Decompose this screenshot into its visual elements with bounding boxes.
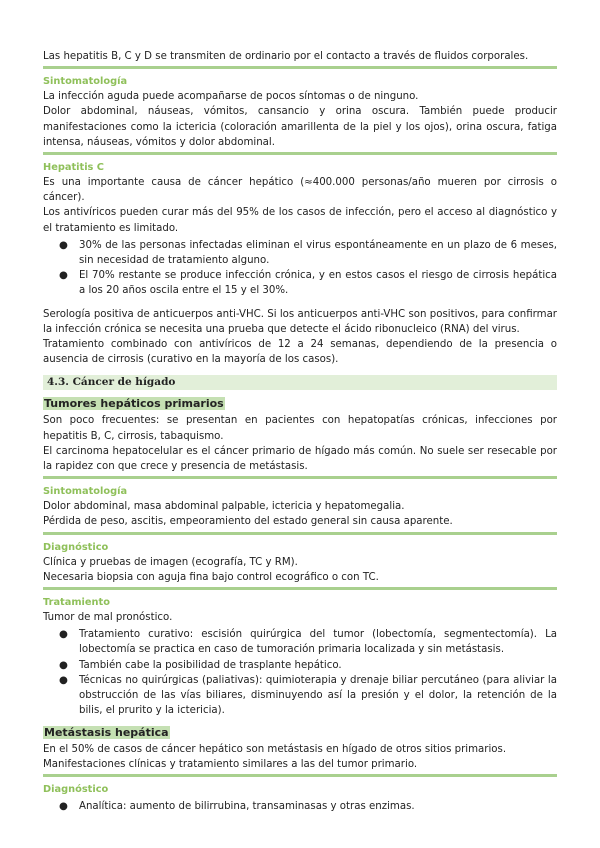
divider [43, 476, 557, 479]
paragraph: En el 50% de casos de cáncer hepático son metástasis en hígado de otros sitios primarios. [43, 743, 507, 755]
paragraph: Son poco frecuentes: se presentan en pacientes con hepatopatías crónicas, infecciones por hepatitis B, C, cirrosis, tabaquismo. [43, 415, 557, 442]
section-heading: 4.3. Cáncer de hígado [43, 375, 557, 390]
paragraph: Pérdida de peso, ascitis, empeoramiento del estado general sin causa aparente. [43, 516, 453, 528]
paragraph: Manifestaciones clínicas y tratamiento similares a las del tumor primario. [43, 758, 418, 770]
bullet-icon: ● [59, 270, 68, 282]
bullet-icon: ● [59, 800, 68, 812]
paragraph: Dolor abdominal, náuseas, vómitos, cansancio y orina oscura. También puede producir manifestaciones como la ictericia (coloración amarillenta de la piel y los ojos), orina oscura, fatiga intensa, náuseas, vómitos y dolor abdominal. [43, 106, 557, 148]
list-item: ● También cabe la posibilidad de trasplante hepático. [43, 658, 557, 673]
subheading-hepatitis-c: Hepatitis C [43, 162, 104, 174]
bullet-list [43, 627, 557, 718]
bullet-icon: ● [59, 674, 68, 686]
highlighted-heading: Metástasis hepática [44, 725, 169, 739]
paragraph: Clínica y pruebas de imagen (ecografía, TC y RM). [43, 556, 298, 568]
subheading-diagnostico: Diagnóstico [43, 783, 109, 795]
list-item: ● Tratamiento curativo: escisión quirúrgica del tumor (lobectomía, segmentectomía). La lobectomía se practica en caso de tumoración primaria localizada y sin metástasis. [59, 629, 557, 656]
bullet-list [43, 238, 557, 299]
paragraph: Serología positiva de anticuerpos anti-VHC. Si los anticuerpos anti-VHC son positivos, para confirmar la infección crónica se necesita una prueba que detecte el ácido ribonucleico (RNA) del virus. [43, 308, 557, 335]
list-item: ● El 70% restante se produce infección crónica, y en estos casos el riesgo de cirrosis hepática a los 20 años oscila entre el 15 y el 30%. [59, 270, 557, 297]
divider [43, 532, 557, 535]
bullet-icon: ● [59, 659, 68, 671]
bullet-icon: ● [59, 239, 68, 251]
paragraph: El carcinoma hepatocelular es el cáncer primario de hígado más común. No suele ser resecable por la rapidez con que crece y presencia de metástasis. [43, 445, 557, 473]
subheading-sintomatologia: Sintomatología [43, 486, 128, 498]
subheading-diagnostico: Diagnóstico [43, 541, 109, 553]
intro-paragraph: Las hepatitis B, C y D se transmiten de ordinario por el contacto a través de fluidos corporales. [43, 51, 529, 62]
paragraph: La infección aguda puede acompañarse de pocos síntomas o de ninguno. [43, 91, 419, 103]
document-page [43, 49, 557, 818]
subheading-tratamiento: Tratamiento [43, 597, 110, 609]
bullet-list [43, 799, 557, 814]
divider [43, 66, 557, 69]
list-item: ● 30% de las personas infectadas eliminan el virus espontáneamente en un plazo de 6 meses, sin necesidad de tratamiento alguno. [59, 239, 557, 267]
paragraph: Dolor abdominal, masa abdominal palpable, ictericia y hepatomegalia. [43, 501, 405, 513]
bullet-icon: ● [59, 629, 68, 641]
subheading-sintomatologia: Sintomatología [43, 76, 128, 88]
paragraph: Necesaria biopsia con aguja fina bajo control ecográfico o con TC. [43, 571, 379, 583]
divider [43, 152, 557, 155]
list-item: ● Analítica: aumento de bilirrubina, transaminasas y otras enzimas. [43, 799, 557, 814]
paragraph: Tratamiento combinado con antivíricos de 12 a 24 semanas, dependiendo de la presencia o ausencia de cirrosis (curativo en la mayoría de los casos). [43, 339, 557, 366]
list-item: ● Técnicas no quirúrgicas (paliativas): quimioterapia y drenaje biliar percutáneo (para aliviar la obstrucción de las vías biliares, disminuyendo así la presión y el dolor, la retención de la bilis, el prurito y la ictericia). [59, 674, 557, 717]
divider [43, 774, 557, 777]
highlighted-heading: Tumores hepáticos primarios [44, 397, 224, 411]
paragraph: Tumor de mal pronóstico. [43, 612, 173, 624]
paragraph: Es una importante causa de cáncer hepático (≈400.000 personas/año mueren por cirrosis o cáncer). [43, 177, 557, 204]
divider [43, 587, 557, 590]
paragraph: Los antivíricos pueden curar más del 95% de los casos de infección, pero el acceso al diagnóstico y el tratamiento es limitado. [43, 207, 557, 234]
